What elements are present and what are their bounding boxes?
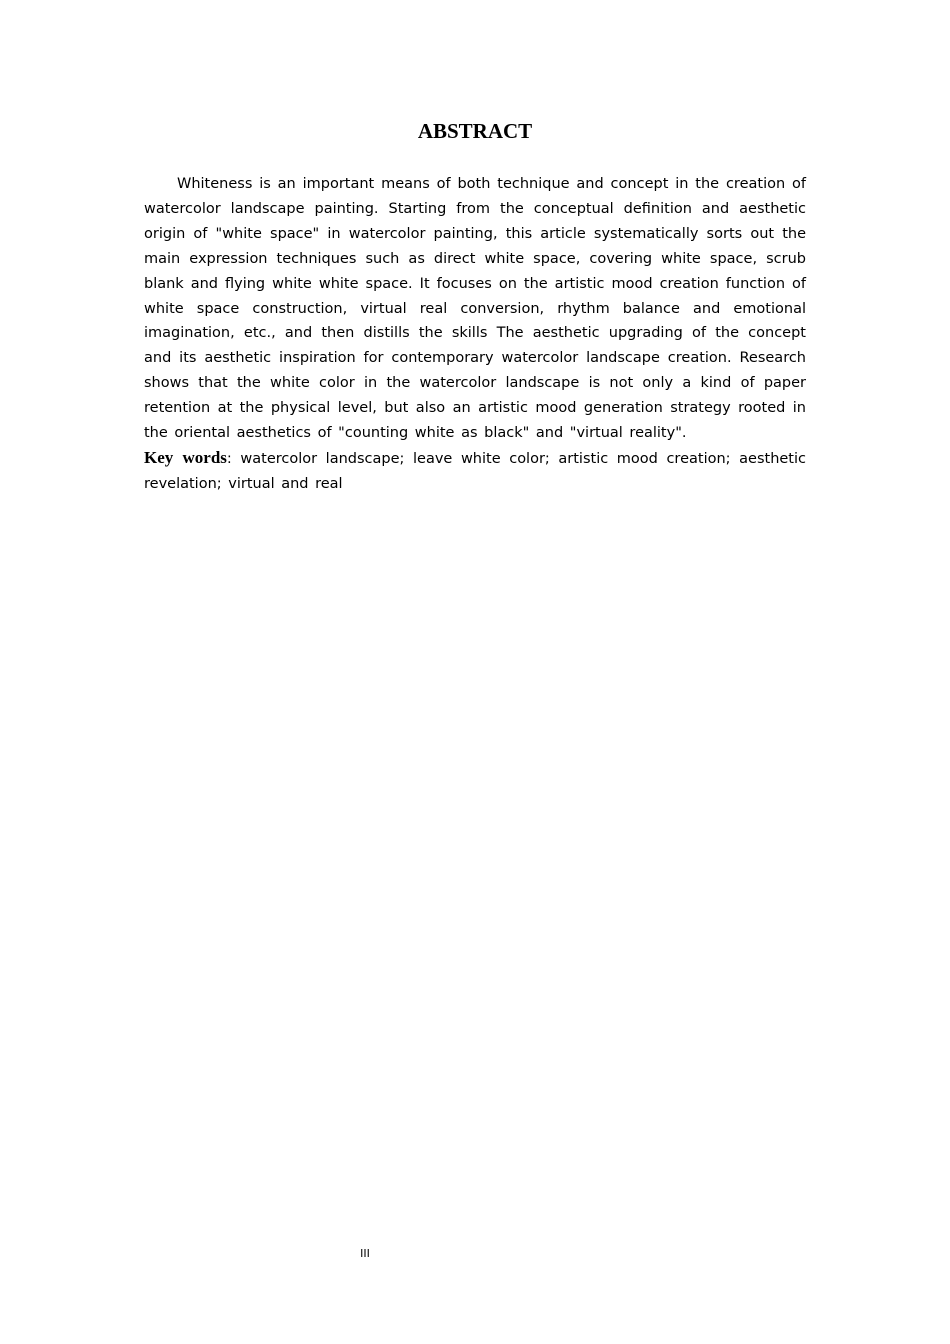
keywords-line [144, 446, 806, 497]
keywords-label: Key words [144, 447, 227, 467]
abstract-body [144, 172, 806, 497]
abstract-title: ABSTRACT [417, 119, 533, 143]
page-number: III [360, 1247, 370, 1260]
keywords-list: : watercolor landscape; leave white color; artistic mood creation; aesthetic revelation; virtual and real [144, 450, 806, 492]
abstract-paragraph: Whiteness is an important means of both technique and concept in the creation of watercolor landscape painting. Starting from the conceptual definition and aesthetic origin of "white space" in watercolor painting, this article systematically sorts out the main expression techniques such as direct white space, covering white space, scrub blank and flying white white space. It focuses on the artistic mood creation function of white space construction, virtual real conversion, rhythm balance and emotional imagination, etc., and then distills the skills The aesthetic upgrading of the concept and its aesthetic inspiration for contemporary watercolor landscape creation. Research shows that the white color in the watercolor landscape is not only a kind of paper retention at the physical level, but also an artistic mood generation strategy rooted in the oriental aesthetics of "counting white as black" and "virtual reality". [144, 176, 806, 442]
